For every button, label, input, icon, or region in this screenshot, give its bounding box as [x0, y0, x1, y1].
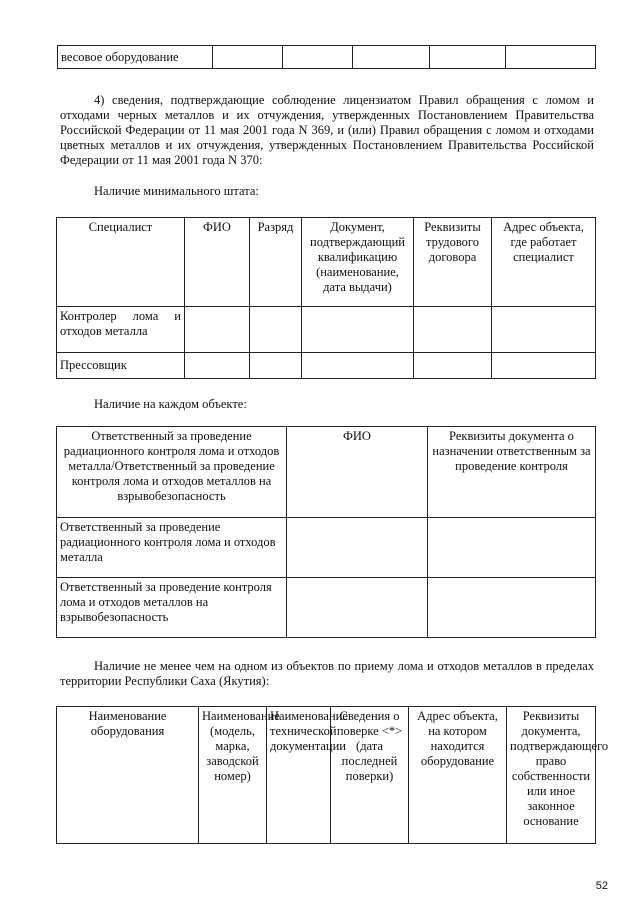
page-number: 52: [595, 880, 608, 892]
table-cell: [506, 46, 596, 69]
table-header-row: [57, 218, 596, 307]
column-header: Сведения о поверке <*> (дата последней поверки): [331, 707, 409, 844]
table-cell: [414, 307, 492, 353]
table-cell: [430, 46, 506, 69]
paragraph-4: 4) сведения, подтверждающие соблюдение лицензиатом Правил обращения с ломом и отходами черных металлов и их отчуждения, утвержденных Постановлением Правительства Российской Федерации от 11 мая 2001 года N 369, и (или) Правил обращения с ломом и отходами цветных металлов и их отчуждения, утвержденных Постановлением Правительства Российской Федерации от 11 мая 2001 года N 370:: [60, 93, 594, 167]
responsible-persons-table: [56, 426, 596, 638]
table-cell: [353, 46, 430, 69]
row-label: Контролер лома и отходов металла: [57, 307, 185, 353]
table-cell: [302, 307, 414, 353]
column-header: ФИО: [287, 427, 428, 518]
table-cell: [185, 307, 250, 353]
object-heading: Наличие на каждом объекте:: [94, 397, 247, 411]
column-header: Реквизиты трудового договора: [414, 218, 492, 307]
row-label: Ответственный за проведение радиационного контроля лома и отходов металла: [57, 518, 287, 578]
table-row: [57, 518, 596, 578]
equipment-table: [56, 706, 609, 844]
table-cell: [250, 307, 302, 353]
table-header-row: [57, 707, 596, 844]
table-row: [58, 46, 596, 69]
column-header: Документ, подтверждающий квалификацию (наименование, дата выдачи): [302, 218, 414, 307]
table-cell: [185, 353, 250, 379]
table-cell: [283, 46, 353, 69]
column-header: Наименование (модель, марка, заводской номер): [199, 707, 267, 844]
table-cell: [492, 307, 596, 353]
column-header: Специалист: [57, 218, 185, 307]
table-cell: [414, 353, 492, 379]
table-row: [57, 578, 596, 638]
equipment-list-table-fragment: [57, 45, 596, 69]
table-cell: [302, 353, 414, 379]
column-header: Наименование оборудования: [57, 707, 199, 844]
column-header: Реквизиты документа, подтверждающего право собственности или иное законное основание: [507, 707, 596, 844]
table-cell: [287, 578, 428, 638]
table-cell: [250, 353, 302, 379]
table-cell: [428, 578, 596, 638]
table-cell: [287, 518, 428, 578]
staff-heading: Наличие минимального штата:: [94, 184, 259, 198]
staff-table: [56, 217, 596, 379]
column-header: ФИО: [185, 218, 250, 307]
column-header: Наименование технической документации: [267, 707, 331, 844]
column-header: Реквизиты документа о назначении ответственным за проведение контроля: [428, 427, 596, 518]
table-row: [57, 353, 596, 379]
row-label: весовое оборудование: [58, 46, 213, 69]
table-cell: [492, 353, 596, 379]
table-cell: [428, 518, 596, 578]
row-label: Ответственный за проведение контроля лома и отходов металлов на взрывобезопасность: [57, 578, 287, 638]
table-cell: [213, 46, 283, 69]
equipment-heading: Наличие не менее чем на одном из объектов по приему лома и отходов металлов в пределах территории Республики Саха (Якутия):: [60, 659, 594, 688]
column-header: Ответственный за проведение радиационного контроля лома и отходов металла/Ответственный за проведение контроля лома и отходов металлов на взрывобезопасность: [57, 427, 287, 518]
column-header: Разряд: [250, 218, 302, 307]
column-header: Адрес объекта, на котором находится оборудование: [409, 707, 507, 844]
table-row: [57, 307, 596, 353]
column-header: Адрес объекта, где работает специалист: [492, 218, 596, 307]
row-label: Прессовщик: [57, 353, 185, 379]
table-header-row: [57, 427, 596, 518]
